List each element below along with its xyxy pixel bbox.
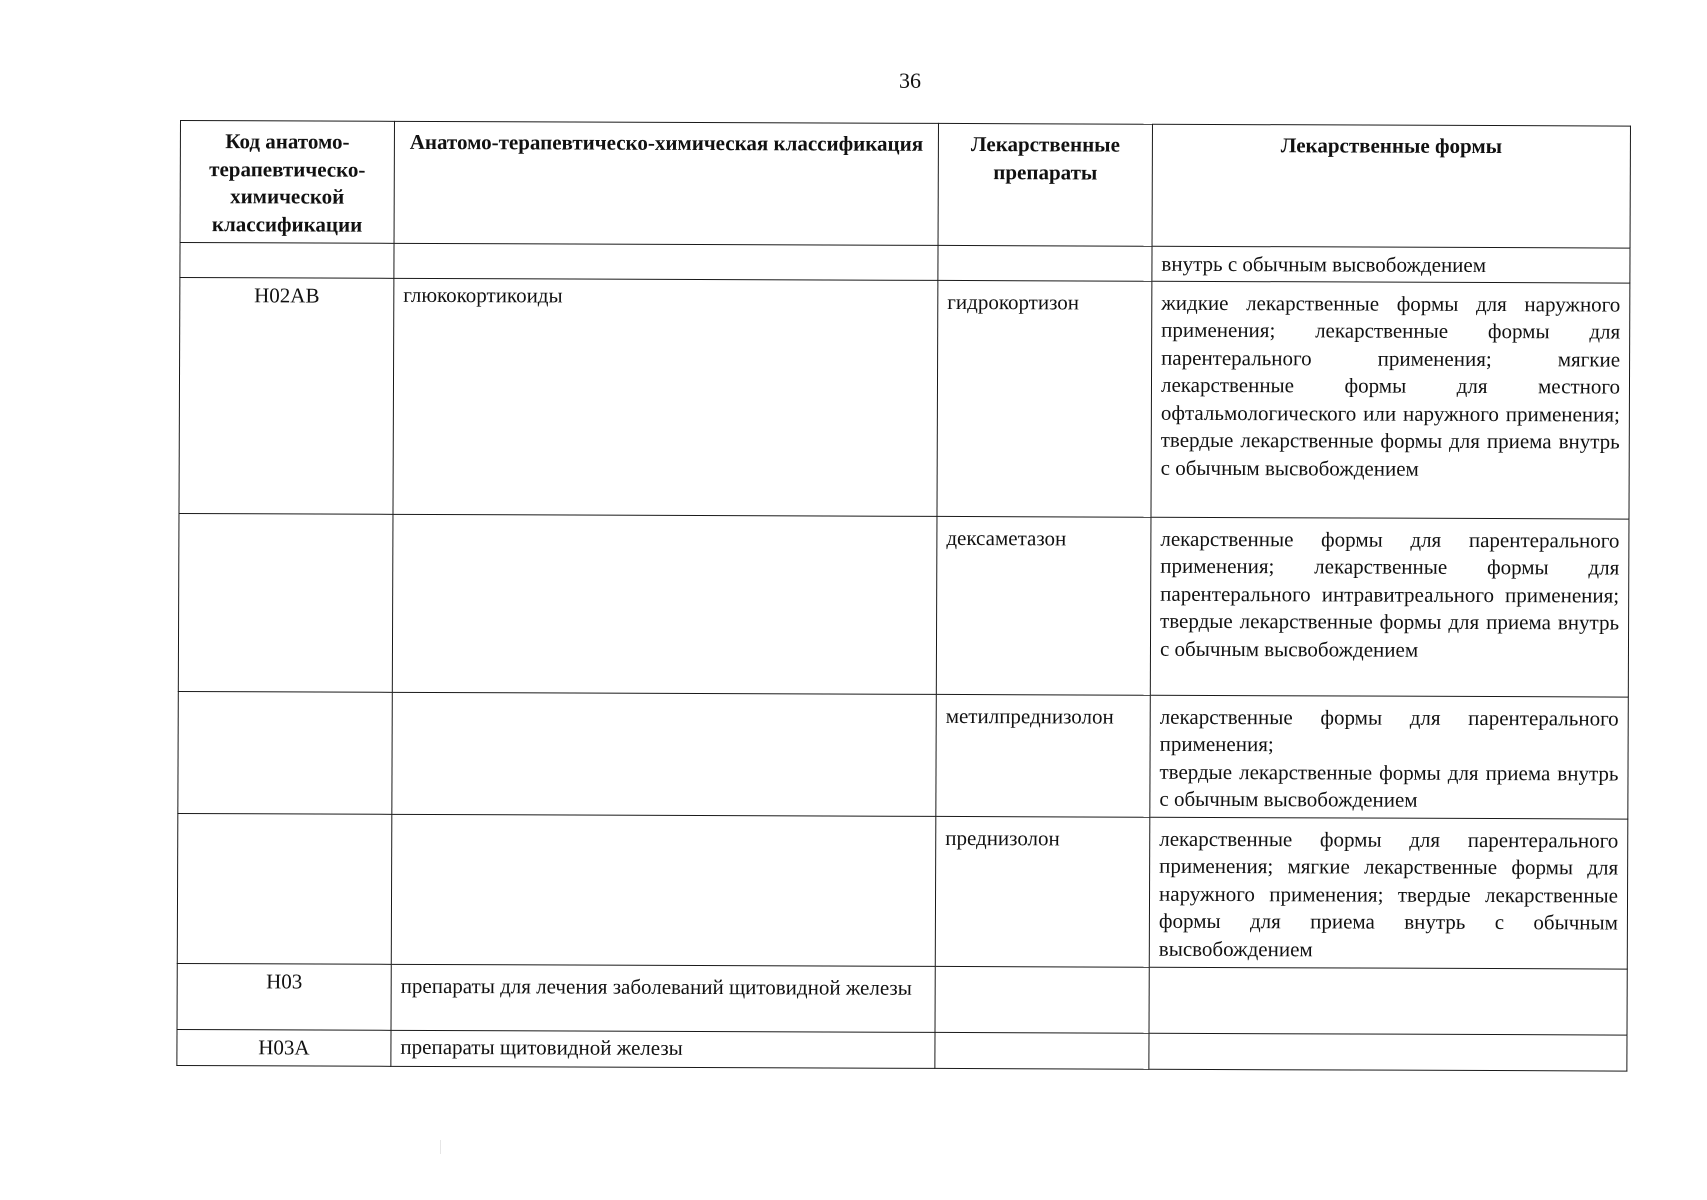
cell-classification [391,814,936,966]
cell-forms: жидкие лекарственные формы для наружного применения; лекарственные формы для парентерального применения; мягкие лекарственные формы для местного офтальмологического или наружного применения; твердые лекарственные формы для приема внутрь с обычным высвобождением [1151,281,1630,519]
cell-code: H03A [177,1029,391,1066]
cell-forms [1149,1033,1627,1071]
cell-drug [938,245,1152,280]
cell-classification [392,692,936,816]
cell-code: H03 [177,963,391,1030]
table-row [178,691,1628,819]
header-atc-classification: Анатомо-терапевтическо-химическая классификация [394,121,938,245]
cell-forms: лекарственные формы для парентерального применения; мягкие лекарственные формы для наружного применения; твердые лекарственные формы для приема внутрь с обычным высвобождением [1149,817,1628,969]
header-drugs: Лекарственные препараты [938,123,1152,246]
table-header-row [180,121,1630,249]
cell-classification [394,243,938,280]
cell-forms: внутрь с обычным высвобождением [1152,246,1630,282]
table-row [177,963,1627,1035]
table-row [177,813,1628,969]
table-row [178,513,1629,697]
page-number: 36 [899,68,921,93]
cell-code: H02AB [179,277,394,514]
cell-drug: гидрокортизон [937,280,1152,517]
forms-line: твердые лекарственные формы для приема внутрь с обычным высвобождением [1159,759,1619,812]
cell-code [180,243,394,278]
cell-classification: препараты для лечения заболеваний щитовидной железы [391,964,935,1032]
cell-drug [935,966,1149,1033]
table-row [180,243,1630,283]
cell-forms [1150,695,1628,819]
cell-code [178,691,392,814]
table-row [177,1029,1627,1071]
scan-artifact-mark [440,1140,441,1154]
cell-forms: лекарственные формы для парентерального применения; лекарственные формы для парентерального интравитреального применения; твердые лекарственные формы для приема внутрь с обычным высвобождением [1150,517,1629,697]
table-row [179,277,1630,519]
cell-drug: дексаметазон [936,516,1151,695]
cell-code [178,513,393,692]
cell-drug: метилпреднизолон [936,694,1150,817]
forms-line: лекарственные формы для парентерального применения; [1159,704,1619,757]
cell-drug: преднизолон [935,816,1150,967]
cell-forms [1149,967,1627,1035]
drug-classification-table [176,120,1631,1071]
header-dosage-forms: Лекарственные формы [1152,124,1630,248]
header-atc-code: Код анатомо-терапевтическо-химической классификации [180,121,394,244]
cell-classification: глюкокортикоиды [393,278,938,516]
cell-drug [935,1032,1149,1069]
cell-classification: препараты щитовидной железы [391,1030,935,1068]
cell-classification [392,514,937,694]
cell-code [177,813,392,964]
drug-classification-table-wrapper [176,120,1630,1071]
